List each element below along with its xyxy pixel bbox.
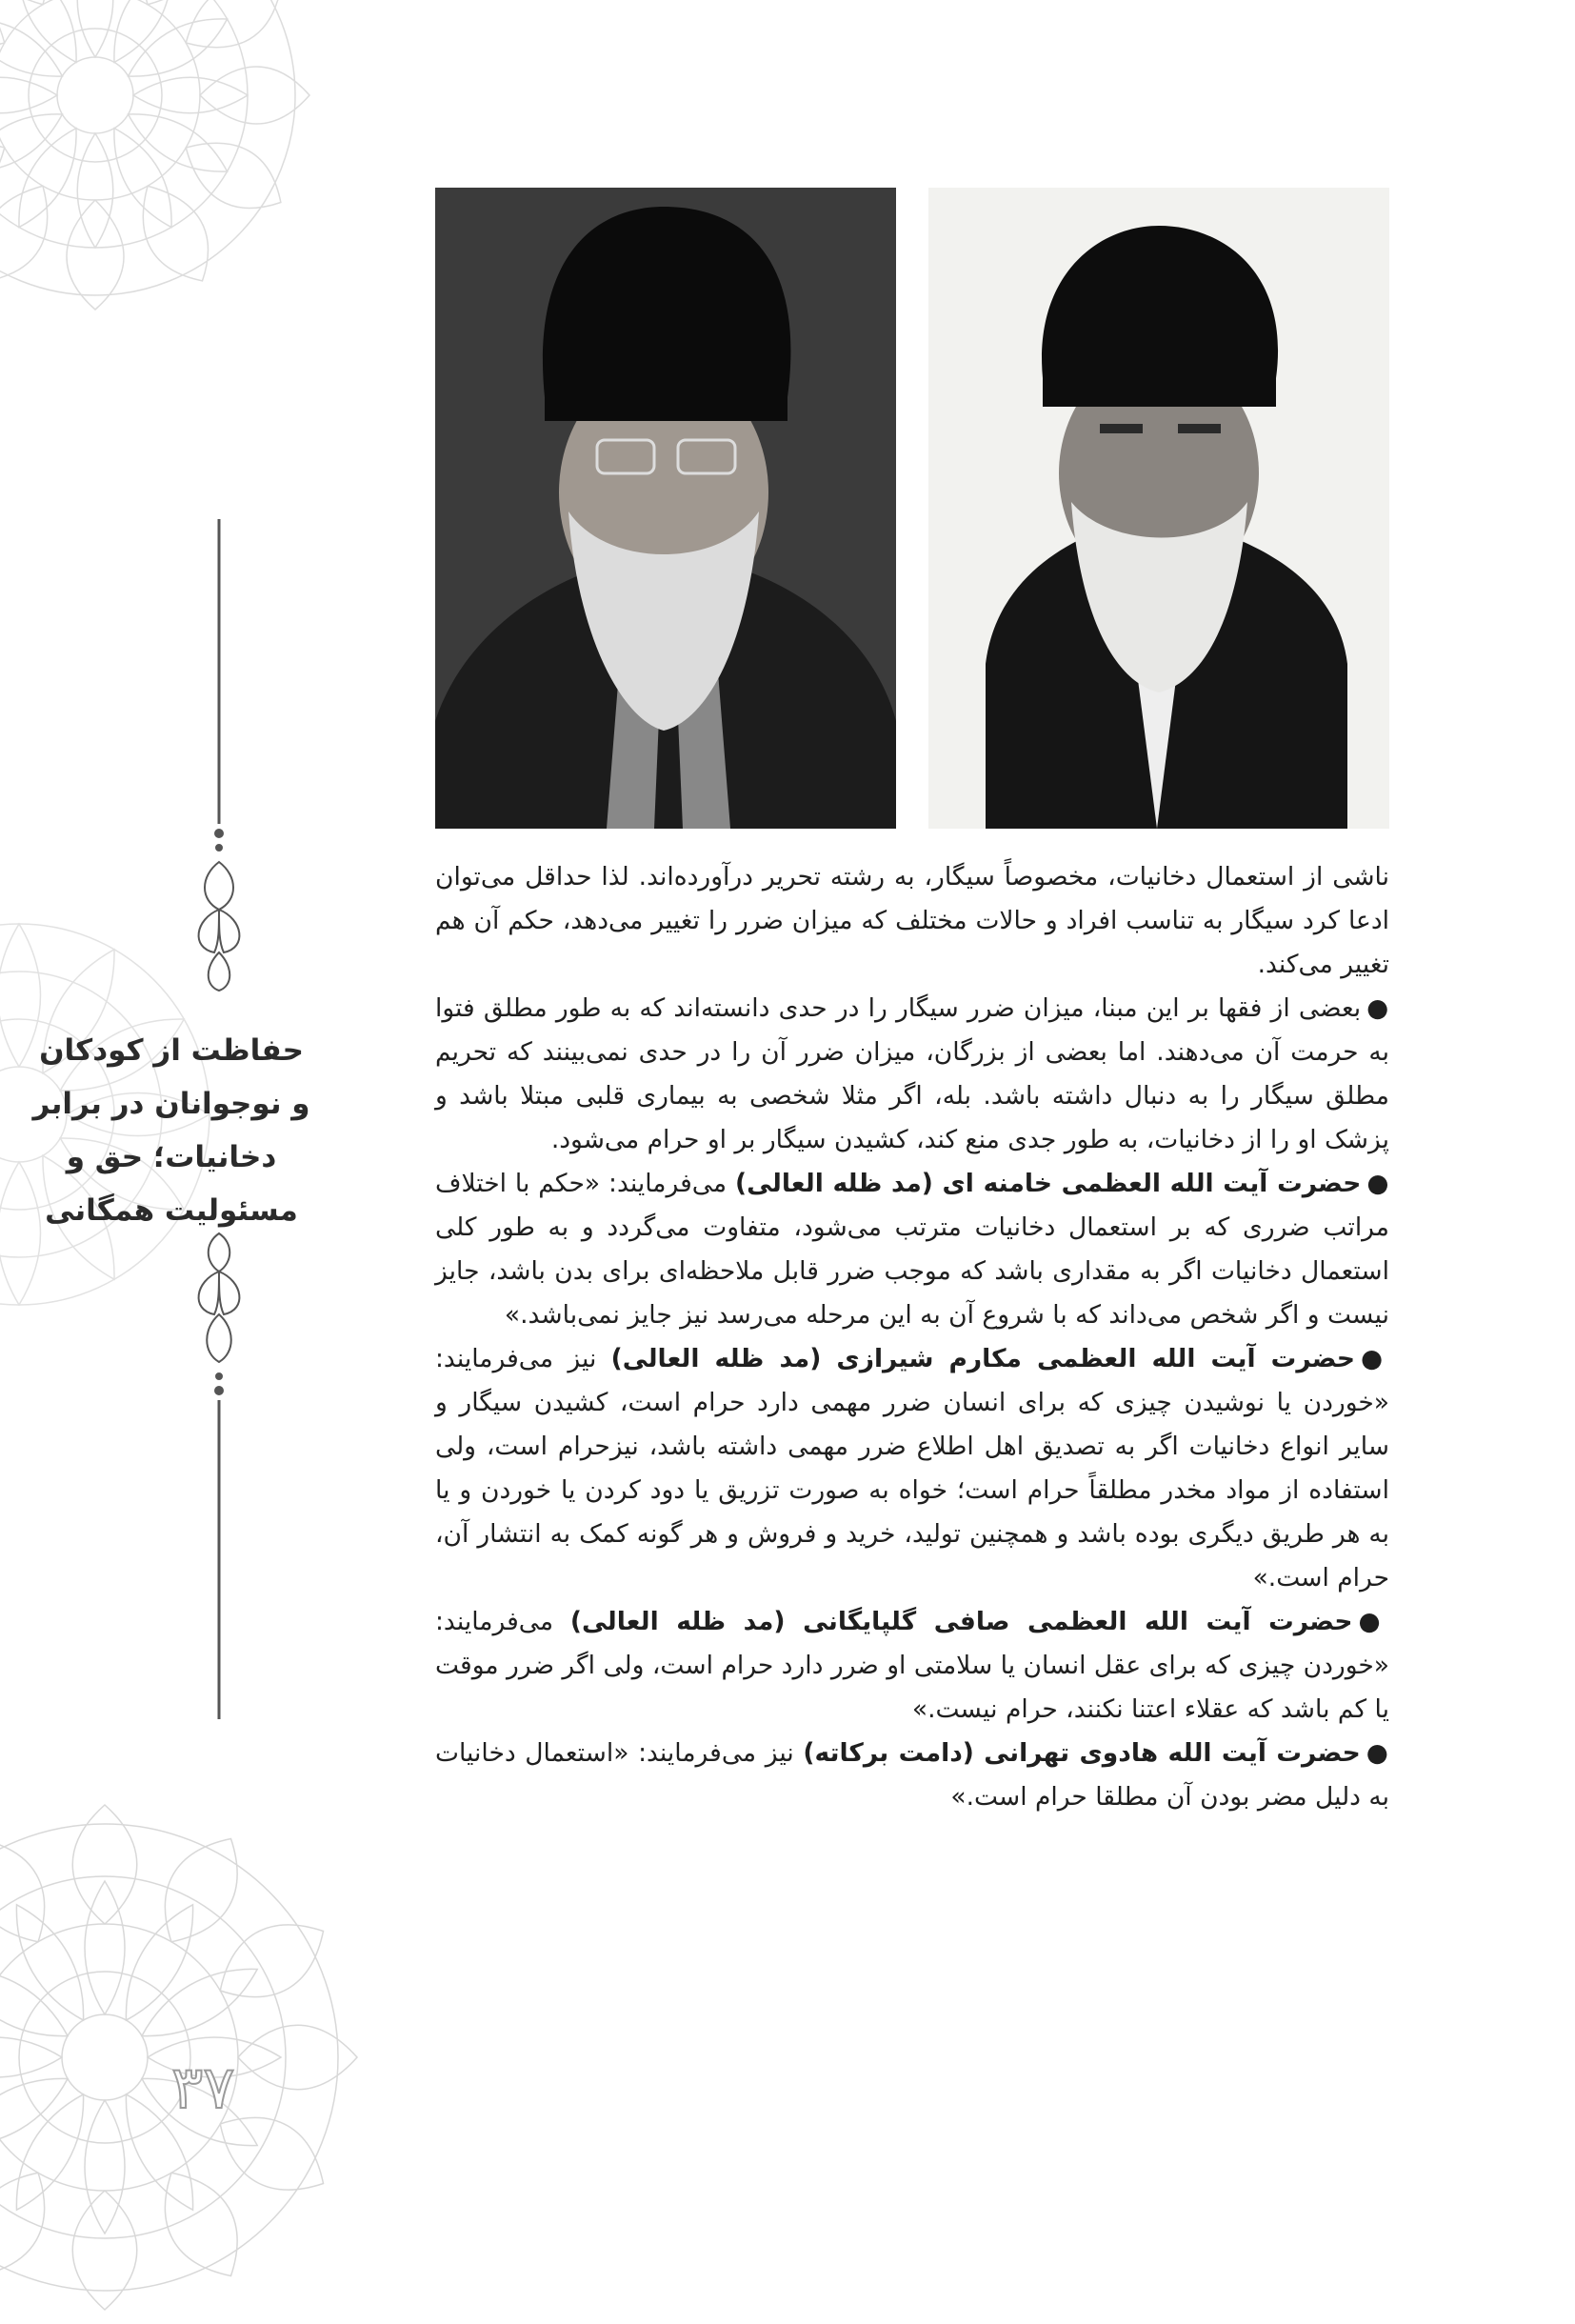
side-ornament-bottom bbox=[195, 1229, 243, 1724]
side-title bbox=[19, 1024, 324, 1237]
side-ornament-top bbox=[195, 519, 243, 995]
paragraph-4-intro: نیز می‌فرمایند: bbox=[435, 1344, 597, 1373]
bullet-icon: ● bbox=[1361, 1344, 1390, 1373]
portrait-photo-right-image bbox=[928, 188, 1389, 829]
mandala-ornament-top-left bbox=[0, 0, 324, 324]
bullet-icon: ● bbox=[1358, 1607, 1389, 1636]
paragraph-4 bbox=[435, 1337, 1389, 1600]
paragraph-6 bbox=[435, 1732, 1389, 1819]
paragraph-4-quote: «خوردن یا نوشیدن چیزی که برای انسان ضرر مهمی دارد حرام است، کشیدن سیگار و سایر انواع دخانیات اگر به تصدیق اهل اطلاع ضرر مهمی داشته باشد، نیزحرام است، ولی استفاده از مواد مخدر مطلقاً حرام است؛ خواه به صورت تزریق یا دود کردن یا خوردن و یا به هر طریق دیگری بوده باشد و همچنین تولید، خرید و فروش و هر گونه کمک به انتشار آن، حرام است.» bbox=[435, 1388, 1389, 1593]
heading-hadavi-tehrani: حضرت آیت الله هادوی تهرانی (دامت برکاته) bbox=[803, 1738, 1361, 1768]
side-title-line-2: و نوجوانان در برابر bbox=[32, 1087, 310, 1121]
paragraph-3 bbox=[435, 1162, 1389, 1337]
heading-makarem-shirazi: حضرت آیت الله العظمی مکارم شیرازی (مد ظله العالی) bbox=[610, 1344, 1356, 1373]
page-number: ۳۷ bbox=[171, 2053, 235, 2122]
paragraph-5 bbox=[435, 1600, 1389, 1732]
paragraph-6-quote: «استعمال دخانیات به دلیل مضر بودن آن مطلقا حرام است.» bbox=[435, 1738, 1389, 1812]
side-title-line-1: حفاظت از کودکان bbox=[39, 1033, 304, 1068]
heading-khamenei: حضرت آیت الله العظمی خامنه ای (مد ظله العالی) bbox=[734, 1169, 1362, 1198]
bullet-icon: ● bbox=[1366, 1738, 1389, 1768]
portrait-photo-left-image bbox=[435, 188, 896, 829]
bullet-icon: ● bbox=[1366, 993, 1389, 1023]
paragraph-6-intro: نیز می‌فرمایند: bbox=[638, 1738, 794, 1768]
paragraph-3-intro: می‌فرمایند: bbox=[608, 1169, 728, 1198]
paragraph-2-text: بعضی از فقها بر این مبنا، میزان ضرر سیگار را در حدی دانسته‌اند که به طور مطلق فتوا به حرمت آن می‌دهند. اما بعضی از بزرگان، میزان ضرر آن را در حدی نمی‌بینند که تحریم مطلق سیگار را به دنبال داشته باشد. بله، اگر مثلا شخصی به بیماری قلبی مبتلا باشد و پزشک او را از دخانیات، به طور جدی منع کند، کشیدن سیگار بر او حرام می‌شود. bbox=[435, 993, 1389, 1154]
paragraph-5-quote: «خوردن چیزی که برای عقل انسان یا سلامتی او ضرر دارد حرام است، ولی اگر ضرر موقت یا کم باشد که عقلاء اعتنا نکنند، حرام نیست.» bbox=[435, 1651, 1389, 1724]
heading-safi-golpaygani: حضرت آیت الله العظمی صافی گلپایگانی (مد ظله العالی) bbox=[569, 1607, 1353, 1636]
paragraph-1: ناشی از استعمال دخانیات، مخصوصاً سیگار، به رشته تحریر درآورده‌اند. لذا حداقل می‌توان ادعا کرد سیگار به تناسب افراد و حالات مختلف که میزان ضرر را تغییر می‌دهد، حکم آن هم تغییر می‌کند. bbox=[435, 862, 1389, 979]
bullet-icon: ● bbox=[1366, 1169, 1389, 1198]
portrait-photo-left bbox=[435, 188, 896, 829]
side-title-line-3: دخانیات؛ حق و bbox=[66, 1140, 277, 1174]
article-body bbox=[435, 855, 1389, 1819]
side-title-line-4: مسئولیت همگانی bbox=[45, 1193, 298, 1228]
portrait-photo-right bbox=[928, 188, 1389, 829]
paragraph-2 bbox=[435, 987, 1389, 1162]
paragraph-3-quote: «حکم با اختلاف مراتب ضرری که بر استعمال دخانیات مترتب می‌شود، متفاوت می‌گردد و به طور کلی استعمال دخانیات اگر به مقداری باشد که موجب ضرر قابل ملاحظه‌ای برای بدن باشد، جایز نیست و اگر شخص می‌داند که با شروع آن به این مرحله می‌رسد نیز جایز نمی‌باشد.» bbox=[435, 1169, 1389, 1330]
paragraph-5-intro: می‌فرمایند: bbox=[435, 1607, 554, 1636]
